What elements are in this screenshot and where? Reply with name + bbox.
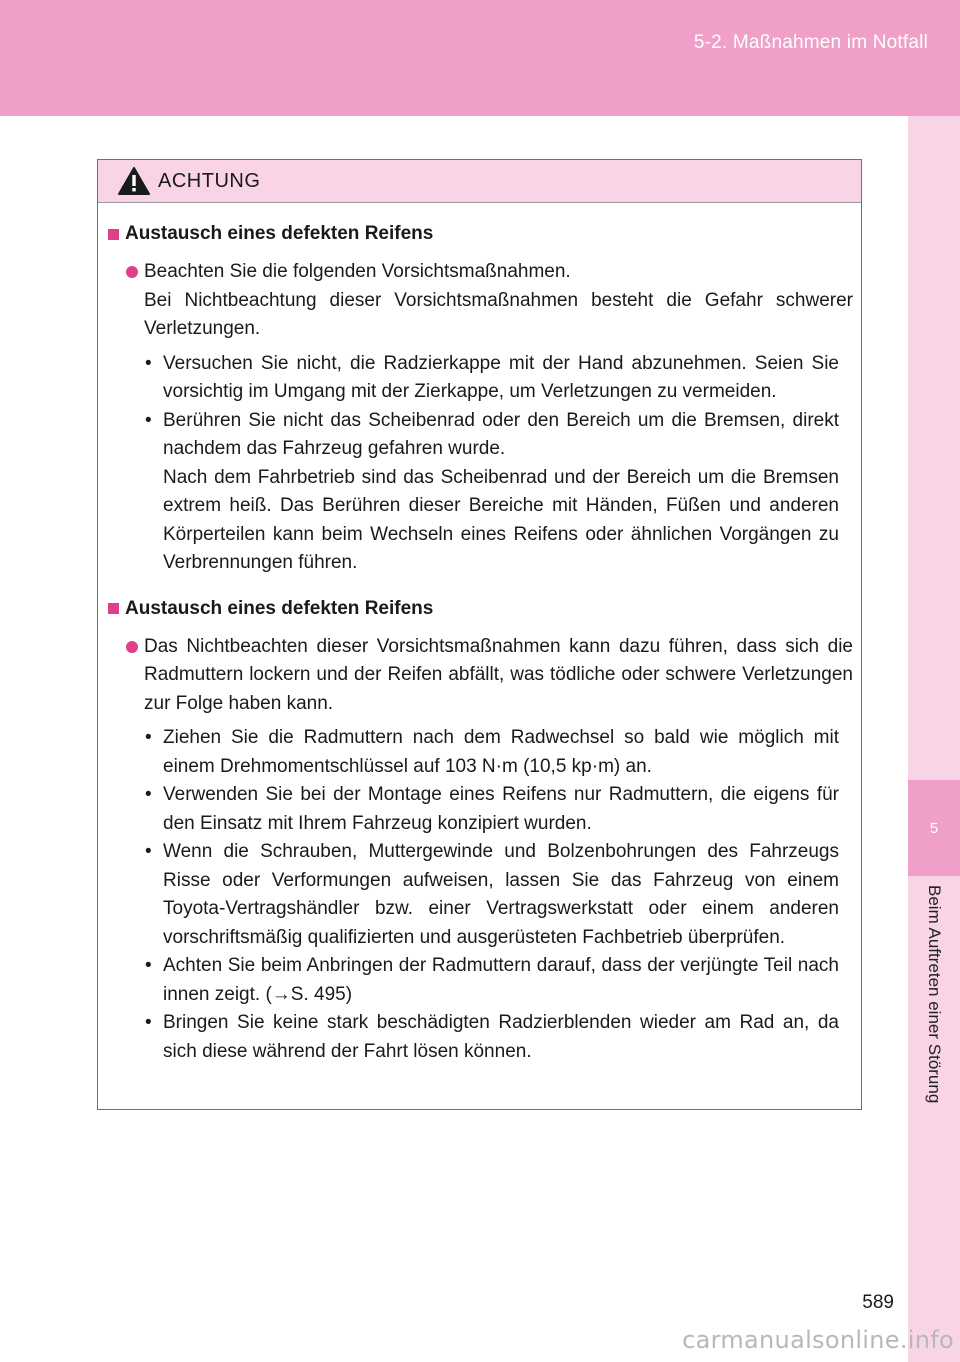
list-item: • Wenn die Schrauben, Muttergewinde und Bolzenbohrungen des Fahrzeugs Risse oder Verformungen aufweisen, lassen Sie das Fahrzeug von einem Toyota-Vertragshändler bzw. einer Vertragswerkstatt oder einem anderen vorschriftsmäßig qualifizierten und ausgerüsteten Fachbetrieb überprüfen. xyxy=(145,841,839,948)
side-tab-number: 5 xyxy=(908,780,960,876)
warning-body xyxy=(98,220,861,1066)
page-number: 589 xyxy=(862,1292,894,1313)
watermark: carmanualsonline.info xyxy=(682,1326,954,1354)
circle-item xyxy=(106,633,853,719)
circle-bullet-icon xyxy=(126,266,138,278)
list-item: • Verwenden Sie bei der Montage eines Reifens nur Radmuttern, die eigens für den Einsatz mit Ihrem Fahrzeug konzipiert wurden. xyxy=(145,784,839,834)
square-bullet-icon xyxy=(108,603,119,614)
list-item: • Ziehen Sie die Radmuttern nach dem Radwechsel so bald wie möglich mit einem Drehmomentschlüssel auf 103 N·m (10,5 kp·m) an. xyxy=(145,727,839,777)
warning-box xyxy=(97,159,862,1110)
bullet-list xyxy=(106,724,853,1066)
section-heading: Austausch eines defekten Reifens xyxy=(106,220,853,248)
circle-text: Bei Nichtbeachtung dieser Vorsichtsmaßnahmen besteht die Gefahr schwerer Verletzungen. xyxy=(144,289,853,339)
list-item: • Versuchen Sie nicht, die Radzierkappe mit der Hand abzunehmen. Seien Sie vorsichtig im Umgang mit der Zierkappe, um Verletzungen zu vermeiden. xyxy=(145,352,839,402)
section-title: 5-2. Maßnahmen im Notfall xyxy=(693,32,928,53)
warning-header xyxy=(98,160,861,203)
list-item: • Berühren Sie nicht das Scheibenrad oder den Bereich um die Bremsen, direkt nachdem das Fahrzeug gefahren wurde. Nach dem Fahrbetrieb sind das Scheibenrad und der Bereich um die Bremsen extrem heiß. Das Berühren dieser Bereiche mit Händen, Füßen und anderen Körperteilen kann beim Wechseln eines Reifens oder ähnlichen Vorgängen zu Verbrennungen führen. xyxy=(145,409,839,573)
circle-bullet-icon xyxy=(126,641,138,653)
circle-text: Das Nichtbeachten dieser Vorsichtsmaßnahmen kann dazu führen, dass sich die Radmuttern lockern und der Reifen abfällt, was tödliche oder schwere Verletzungen zur Folge haben kann. xyxy=(144,635,853,714)
side-tab-label: Beim Auftreten einer Störung xyxy=(925,885,944,1104)
bullet-list xyxy=(106,350,853,578)
square-bullet-icon xyxy=(108,229,119,240)
warning-triangle-icon xyxy=(117,166,151,196)
list-item: • Achten Sie beim Anbringen der Radmuttern darauf, dass der verjüngte Teil nach innen zeigt. (→S. 495) xyxy=(145,955,839,1005)
header-band xyxy=(0,0,960,116)
circle-text: Beachten Sie die folgenden Vorsichtsmaßnahmen. xyxy=(144,261,571,282)
list-item: • Bringen Sie keine stark beschädigten Radzierblenden wieder am Rad an, da sich diese während der Fahrt lösen können. xyxy=(145,1012,839,1062)
side-tab xyxy=(908,116,960,1362)
warning-title: ACHTUNG xyxy=(158,169,261,192)
circle-item xyxy=(106,258,853,344)
section-heading: Austausch eines defekten Reifens xyxy=(106,595,853,623)
